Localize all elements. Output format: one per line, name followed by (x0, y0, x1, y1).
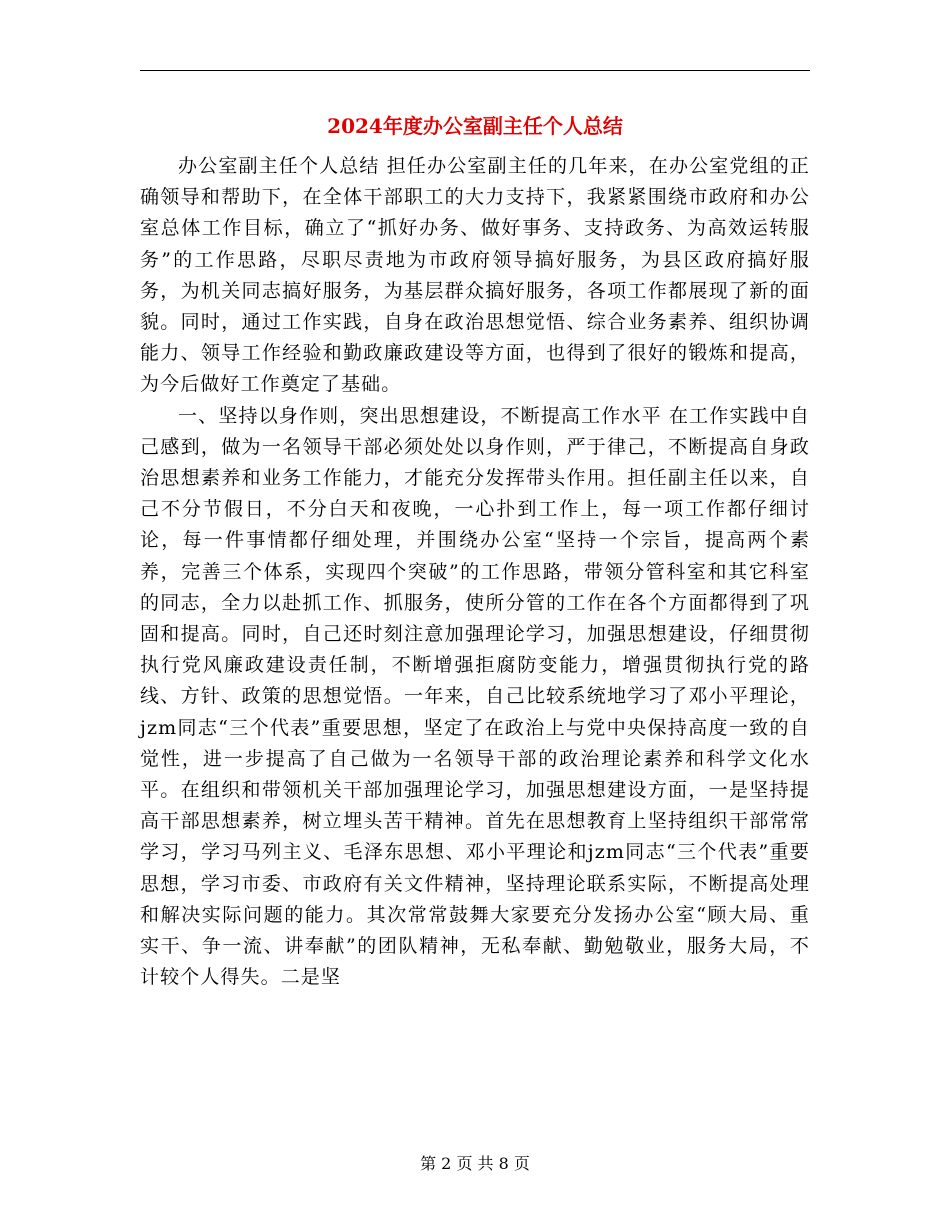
header-rule (140, 70, 810, 71)
paragraph-intro: 办公室副主任个人总结 担任办公室副主任的几年来，在办公室党组的正确领导和帮助下，在全体干部职工的大力支持下，我紧紧围绕市政府和办公室总体工作目标，确立了“抓好办务、做好事务、支持政务、为高效运转服务”的工作思路，尽职尽责地为市政府领导搞好服务，为县区政府搞好服务，为机关同志搞好服务，为基层群众搞好服务，各项工作都展现了新的面貌。同时，通过工作实践，自身在政治思想觉悟、综合业务素养、组织协调能力、领导工作经验和勤政廉政建设等方面，也得到了很好的锻炼和提高，为今后做好工作奠定了基础。 (140, 155, 810, 396)
document-body (140, 151, 810, 993)
page-number: 第 2 页 共 8 页 (420, 1154, 530, 1173)
document-title: 2024年度办公室副主任个人总结 (327, 114, 623, 138)
paragraph-section-one: 一、坚持以身作则，突出思想建设，不断提高工作水平 在工作实践中自己感到，做为一名领导干部必须处处以身作则，严于律己，不断提高自身政治思想素养和业务工作能力，才能充分发挥带头作用。担任副主任以来，自己不分节假日，不分白天和夜晚，一心扑到工作上，每一项工作都仔细讨论，每一件事情都仔细处理，并围绕办公室“坚持一个宗旨，提高两个素养，完善三个体系，实现四个突破”的工作思路，带领分管科室和其它科室的同志，全力以赴抓工作、抓服务，使所分管的工作在各个方面都得到了巩固和提高。同时，自己还时刻注意加强理论学习，加强思想建设，仔细贯彻执行党风廉政建设责任制，不断增强拒腐防变能力，增强贯彻执行党的路线、方针、政策的思想觉悟。一年来，自己比较系统地学习了邓小平理论，jzm同志“三个代表”重要思想，坚定了在政治上与党中央保持高度一致的自觉性，进一步提高了自己做为一名领导干部的政治理论素养和科学文化水平。在组织和带领机关干部加强理论学习，加强思想建设方面，一是坚持提高干部思想素养，树立埋头苦干精神。首先在思想教育上坚持组织干部常常学习，学习马列主义、毛泽东思想、邓小平理论和jzm同志“三个代表”重要思想，学习市委、市政府有关文件精神，坚持理论联系实际，不断提高处理和解决实际问题的能力。其次常常鼓舞大家要充分发扬办公室“顾大局、重实干、争一流、讲奉献”的团队精神，无私奉献、勤勉敬业，服务大局，不计较个人得失。二是坚 (140, 404, 810, 989)
